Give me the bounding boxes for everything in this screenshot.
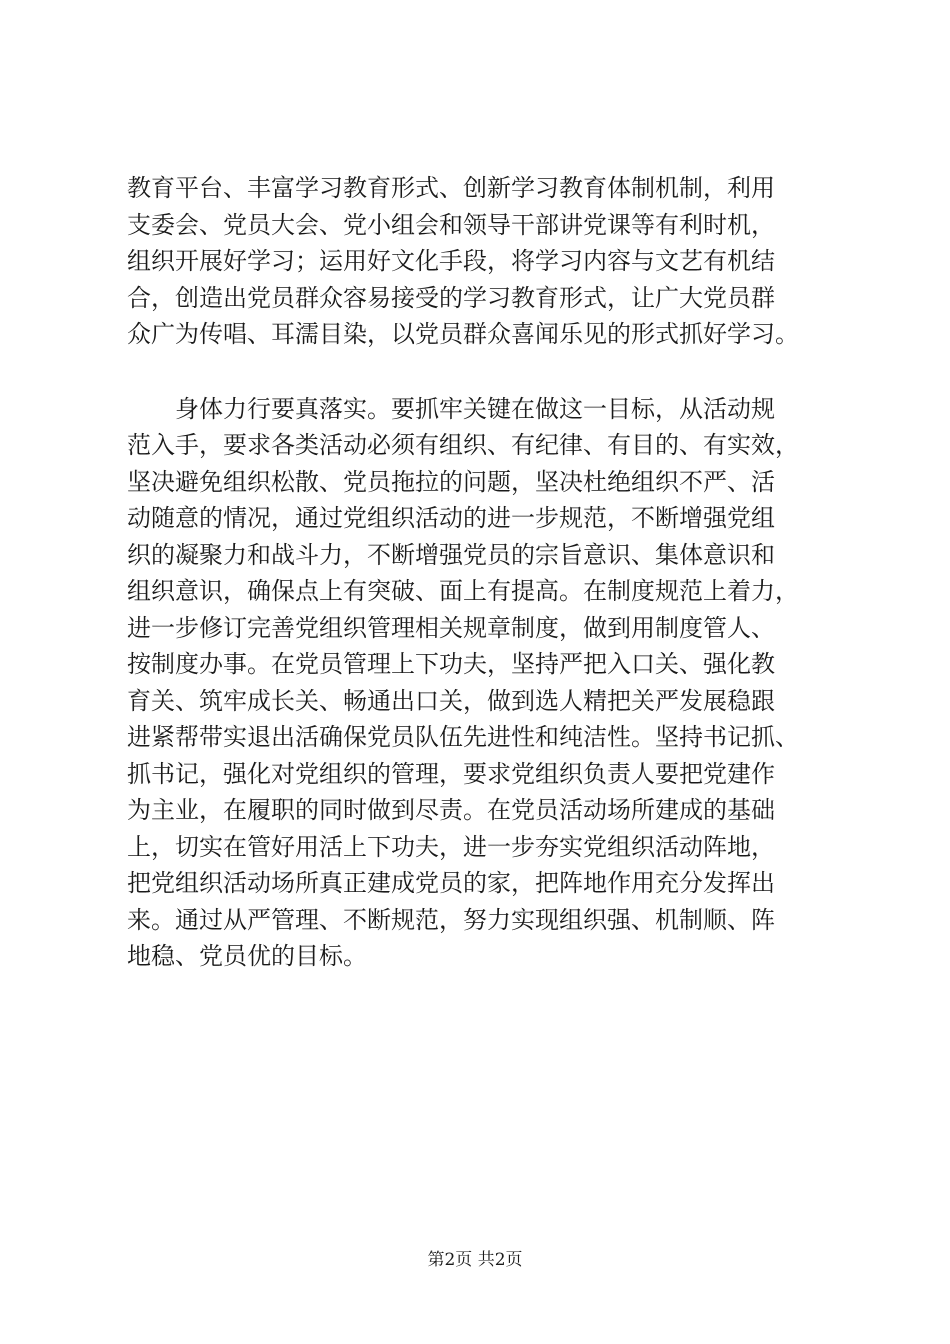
- text-line: 范入手，要求各类活动必须有组织、有纪律、有目的、有实效，: [127, 431, 799, 459]
- text-line: 织的凝聚力和战斗力，不断增强党员的宗旨意识、集体意识和: [127, 540, 775, 569]
- text-line: 把党组织活动场所真正建成党员的家，把阵地作用充分发挥出: [127, 869, 775, 897]
- text-line: 为主业，在履职的同时做到尽责。在党员活动场所建成的基础: [127, 796, 775, 824]
- text-line: 按制度办事。在党员管理上下功夫，坚持严把入口关、强化教: [127, 650, 775, 678]
- text-line: 组织开展好学习；运用好文化手段，将学习内容与文艺有机结: [127, 247, 775, 275]
- text-line: 地稳、党员优的目标。: [127, 942, 367, 970]
- text-line: 众广为传唱、耳濡目染，以党员群众喜闻乐见的形式抓好学习。: [127, 320, 799, 348]
- paragraph-2: [127, 391, 843, 975]
- text-line: 进紧帮带实退出活确保党员队伍先进性和纯洁性。坚持书记抓、: [127, 723, 799, 751]
- text-line: 上，切实在管好用活上下功夫，进一步夯实党组织活动阵地，: [127, 832, 775, 861]
- text-line: 来。通过从严管理、不断规范，努力实现组织强、机制顺、阵: [127, 905, 775, 934]
- text-line: 进一步修订完善党组织管理相关规章制度，做到用制度管人、: [127, 613, 775, 642]
- page-footer: 第2页 共2页: [427, 1250, 523, 1270]
- text-line: 育关、筑牢成长关、畅通出口关，做到选人精把关严发展稳跟: [127, 686, 775, 715]
- paragraph-1: [127, 170, 843, 353]
- text-line: 坚决避免组织松散、党员拖拉的问题，坚决杜绝组织不严、活: [127, 467, 775, 496]
- text-line: 身体力行要真落实。要抓牢关键在做这一目标，从活动规: [127, 394, 775, 423]
- text-line: 动随意的情况，通过党组织活动的进一步规范，不断增强党组: [127, 504, 775, 532]
- paragraph-gap: [127, 353, 843, 391]
- text-line: 抓书记，强化对党组织的管理，要求党组织负责人要把党建作: [127, 759, 775, 788]
- text-line: 组织意识，确保点上有突破、面上有提高。在制度规范上着力，: [127, 577, 799, 605]
- text-line: 支委会、党员大会、党小组会和领导干部讲党课等有利时机，: [127, 210, 775, 239]
- text-line: 教育平台、丰富学习教育形式、创新学习教育体制机制，利用: [127, 174, 775, 202]
- text-line: 合，创造出党员群众容易接受的学习教育形式，让广大党员群: [127, 283, 775, 312]
- document-body: [127, 170, 843, 975]
